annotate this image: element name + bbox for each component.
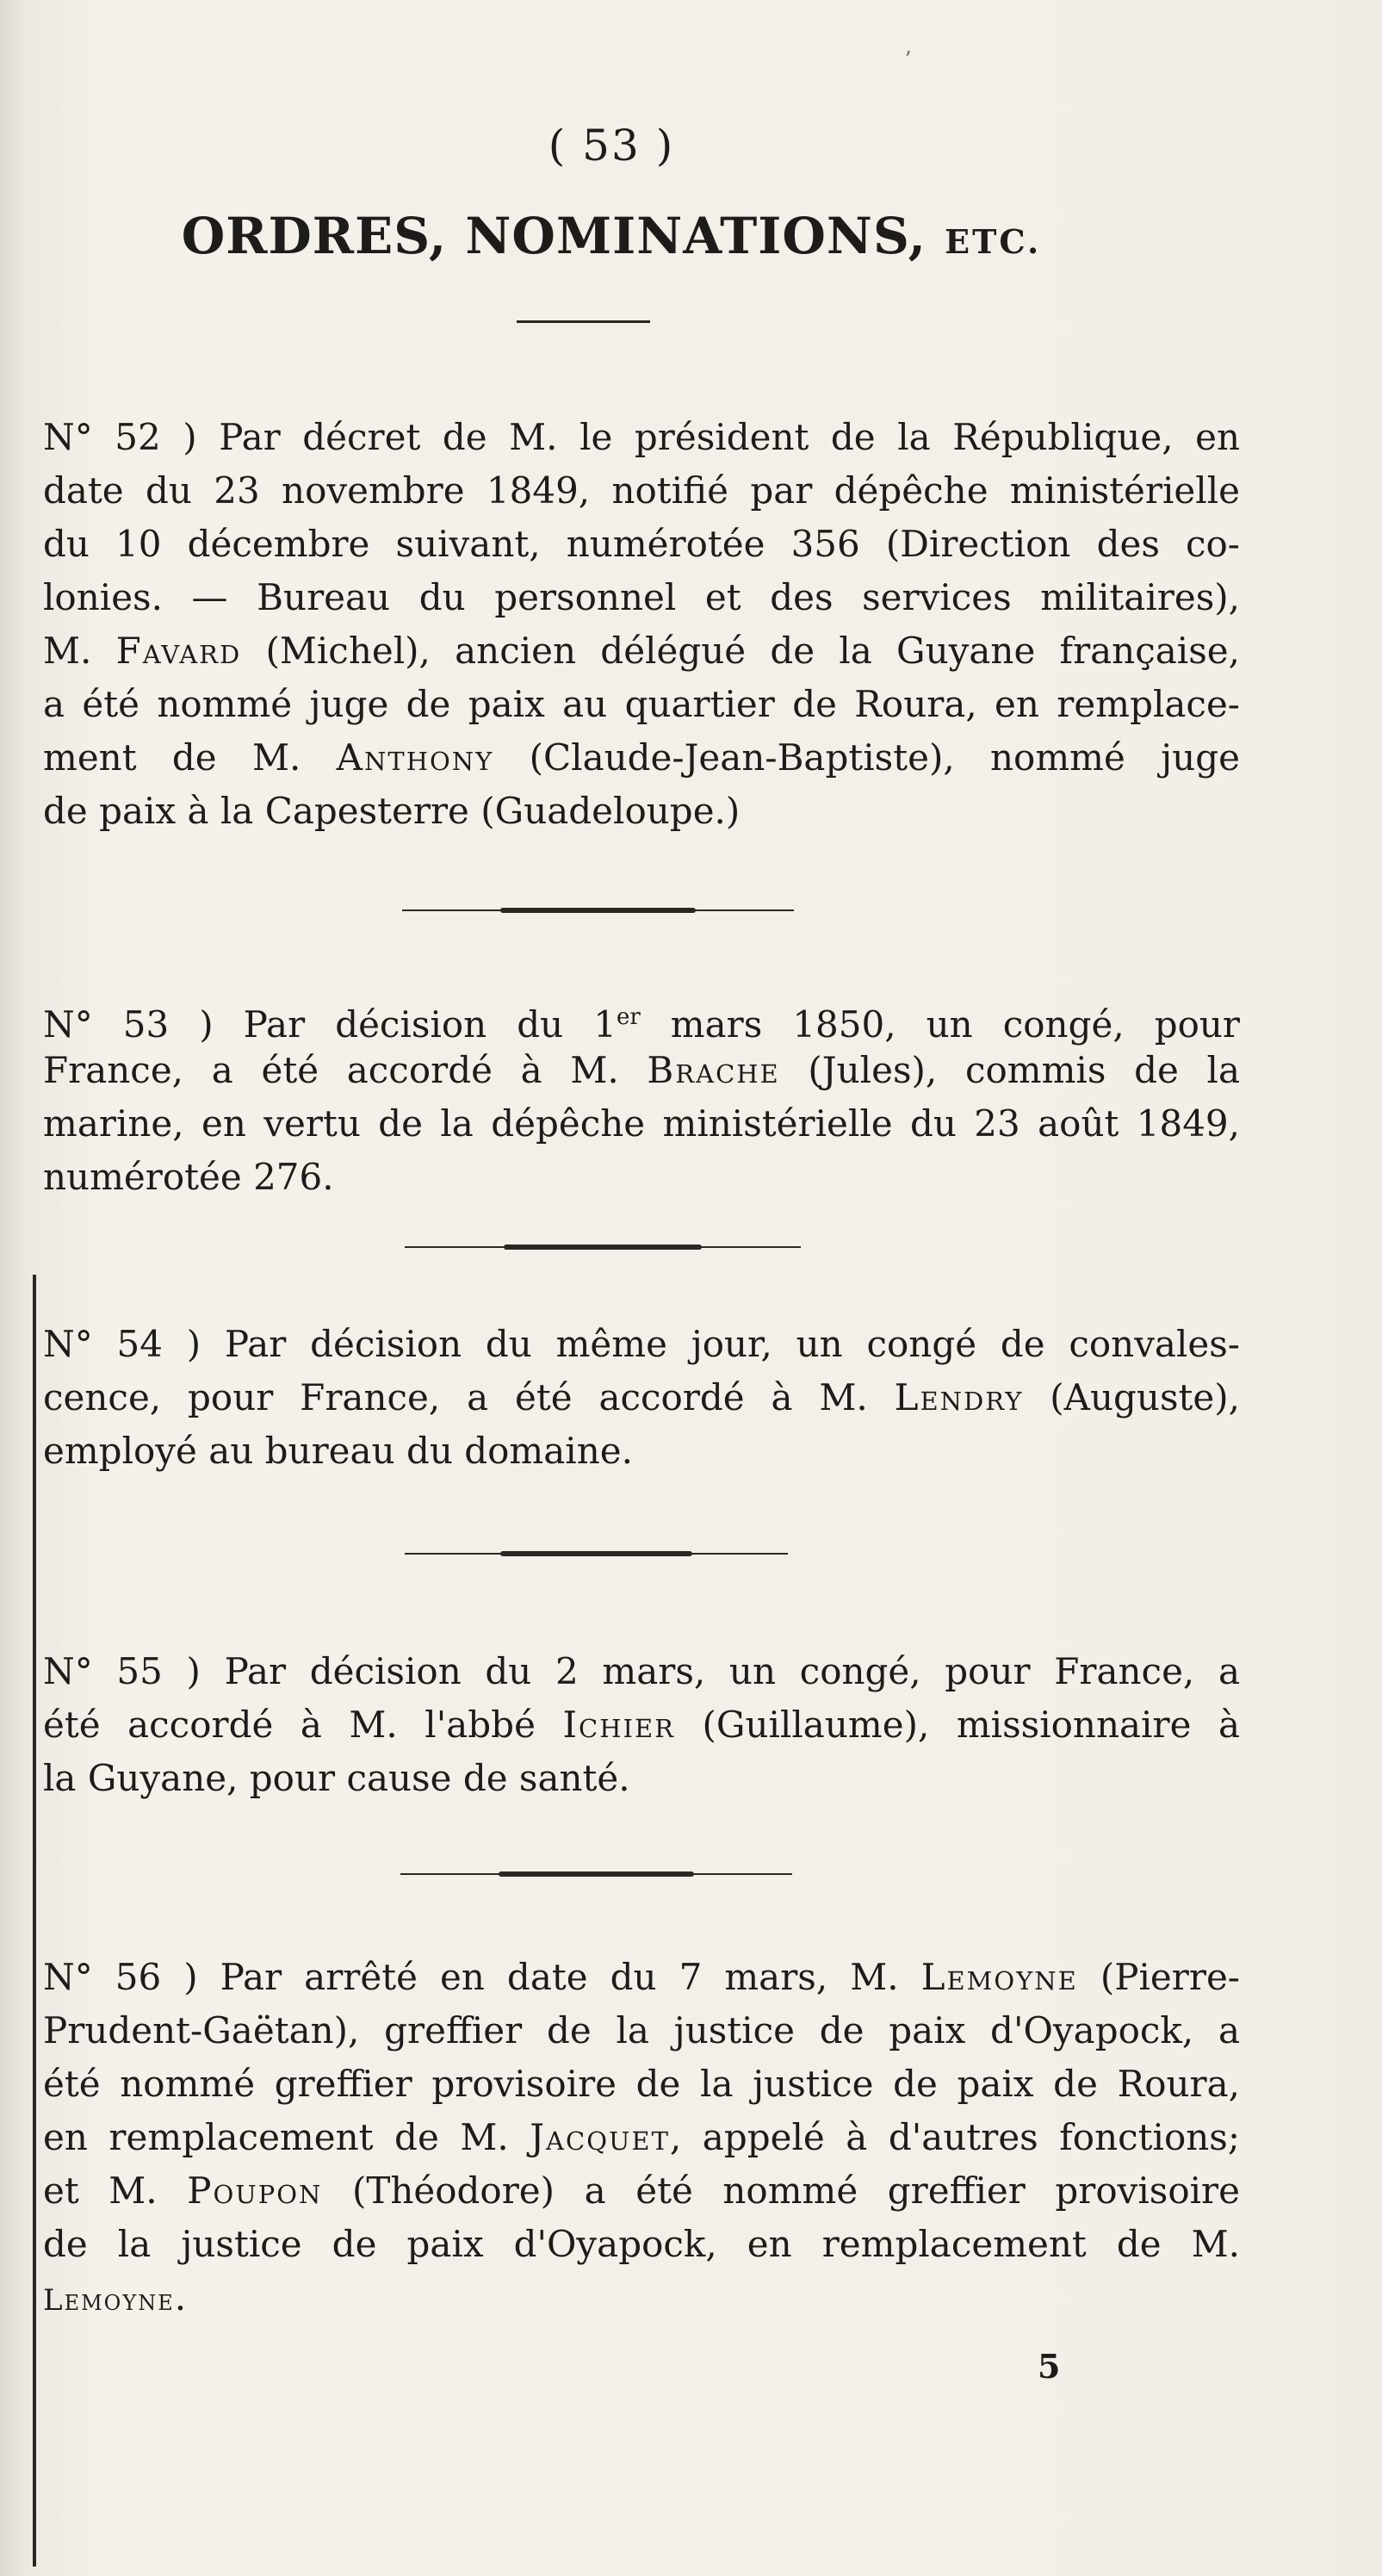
person-name: Poupon xyxy=(187,2169,323,2212)
page-title xyxy=(0,207,1223,265)
entry-line: Prudent-Gaëtan), greffier de la justice de paix d'Oyapock, a xyxy=(43,2009,1240,2051)
person-name: Jacquet xyxy=(530,2116,670,2158)
entry-no-54 xyxy=(43,1318,1240,1478)
person-name: Favard xyxy=(115,630,242,672)
entry-line: numérotée 276. xyxy=(43,1156,334,1198)
entry-line: cence, pour France, a été accordé à M. Lendry (Auguste), xyxy=(43,1376,1240,1418)
entry-line: N° 56 ) Par arrêté en date du 7 mars, M. Lemoyne (Pierre- xyxy=(43,1956,1240,1998)
entry-line: la Guyane, pour cause de santé. xyxy=(43,1757,630,1799)
entry-line: de paix à la Capesterre (Guadeloupe.) xyxy=(43,790,741,832)
section-separator xyxy=(405,1243,801,1251)
entry-no-56 xyxy=(43,1951,1240,2325)
margin-speck: ʼ xyxy=(904,47,911,71)
person-name: Lendry xyxy=(894,1376,1024,1418)
signature-mark: 5 xyxy=(1038,2347,1061,2386)
entry-line: France, a été accordé à M. Brache (Jules), commis de la xyxy=(43,1049,1241,1091)
page-number: ( 53 ) xyxy=(548,121,675,171)
entry-line: date du 23 novembre 1849, notifié par dépêche ministérielle xyxy=(43,469,1240,512)
entry-no-53 xyxy=(43,990,1240,1204)
entry-line: N° 53 ) Par décision du 1er mars 1850, un congé, pour xyxy=(43,1003,1240,1046)
entry-line: de la justice de paix d'Oyapock, en remplacement de M. xyxy=(43,2223,1240,2265)
entry-line: lonies. — Bureau du personnel et des services militaires), xyxy=(43,576,1240,618)
entry-line: a été nommé juge de paix au quartier de Roura, en remplace- xyxy=(43,683,1240,725)
entry-no-52 xyxy=(43,411,1240,838)
entry-line: M. Favard (Michel), ancien délégué de la Guyane française, xyxy=(43,630,1240,672)
entry-line: été accordé à M. l'abbé Ichier (Guillaume), missionnaire à xyxy=(43,1704,1240,1746)
person-name: Brache xyxy=(647,1049,780,1091)
title-rule xyxy=(517,320,650,323)
entry-line: du 10 décembre suivant, numérotée 356 (Direction des co- xyxy=(43,523,1240,565)
entry-line: N° 54 ) Par décision du même jour, un congé de convales- xyxy=(43,1323,1240,1365)
page-title-main: ORDRES, NOMINATIONS, xyxy=(181,207,926,265)
person-name: Lemoyne xyxy=(43,2283,175,2318)
superscript: er xyxy=(616,1004,641,1030)
entry-line: N° 52 ) Par décret de M. le président de la République, en xyxy=(43,416,1240,458)
page-title-etc: ETC. xyxy=(945,222,1042,261)
entry-line: été nommé greffier provisoire de la justice de paix de Roura, xyxy=(43,2063,1240,2105)
person-name: Anthony xyxy=(336,736,494,779)
entry-line: et M. Poupon (Théodore) a été nommé greffier provisoire xyxy=(43,2169,1240,2212)
person-name: Ichier xyxy=(562,1704,675,1746)
section-separator xyxy=(405,1549,788,1558)
entry-line: Lemoyne. xyxy=(43,2276,187,2318)
binding-line xyxy=(33,1275,36,2567)
entry-no-55 xyxy=(43,1645,1240,1805)
entry-line: N° 55 ) Par décision du 2 mars, un congé, pour France, a xyxy=(43,1650,1240,1692)
section-separator xyxy=(402,906,794,915)
entry-line: marine, en vertu de la dépêche ministérielle du 23 août 1849, xyxy=(43,1102,1240,1145)
entry-line: employé au bureau du domaine. xyxy=(43,1430,633,1472)
entry-line: ment de M. Anthony (Claude-Jean-Baptiste), nommé juge xyxy=(43,736,1240,779)
entry-line: en remplacement de M. Jacquet, appelé à d'autres fonctions; xyxy=(43,2116,1241,2158)
section-separator xyxy=(400,1870,792,1878)
person-name: Lemoyne xyxy=(920,1956,1078,1998)
